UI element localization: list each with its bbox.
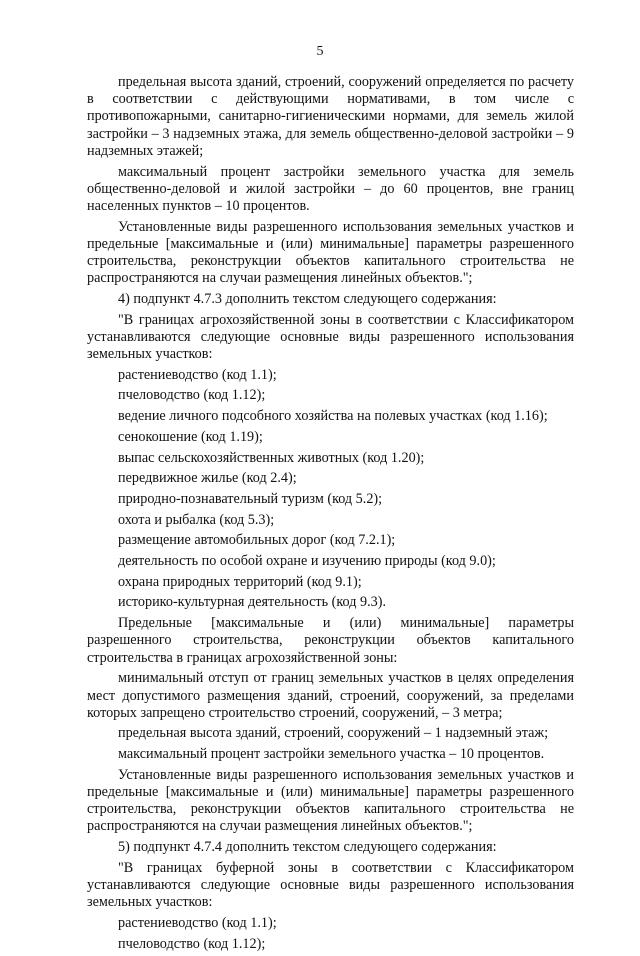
list-item: ведение личного подсобного хозяйства на полевых участках (код 1.16);: [118, 408, 548, 425]
paragraph-subclause-5: 5) подпункт 4.7.4 дополнить текстом следующего содержания:: [118, 839, 497, 856]
list-item: деятельность по особой охране и изучению природы (код 9.0);: [118, 553, 496, 570]
paragraph-agro-max-coverage: максимальный процент застройки земельного участка – 10 процентов.: [118, 746, 545, 763]
paragraph-agro-zone-params: Предельные [максимальные и (или) минимальные] параметры разрешенного строительства, реконструкции объектов капитального строительства в границах агрохозяйственной зоны:: [87, 615, 574, 666]
paragraph-established-uses: Установленные виды разрешенного использования земельных участков и предельные [максимальные и (или) минимальные] параметры разрешенного строительства, реконструкции объектов капитального строительства не распространяются на случаи размещения линейных объектов.";: [87, 218, 574, 287]
list-item: сенокошение (код 1.19);: [118, 428, 263, 445]
list-item: растениеводство (код 1.1);: [118, 914, 277, 931]
paragraph-max-height: предельная высота зданий, строений, сооружений определяется по расчету в соответствии с действующими нормативами, в том числе с противопожарными, санитарно-гигиеническими нормами, для земель жилой застройки – 3 надземных этажа, для земель общественно-деловой застройки – 9 надземных этажей;: [87, 74, 574, 159]
paragraph-max-coverage: максимальный процент застройки земельного участка для земель общественно-деловой и жилой застройки – до 60 процентов, вне границ населенных пунктов – 10 процентов.: [87, 163, 574, 214]
page-number: 5: [316, 44, 324, 59]
list-item: выпас сельскохозяйственных животных (код 1.20);: [118, 449, 425, 466]
paragraph-buffer-zone-intro: "В границах буферной зоны в соответствии с Классификатором устанавливаются следующие основные виды разрешенного использования земельных участков:: [87, 859, 574, 911]
list-item: передвижное жилье (код 2.4);: [118, 470, 297, 487]
paragraph-agro-zone-intro: "В границах агрохозяйственной зоны в соответствии с Классификатором устанавливаются следующие основные виды разрешенного использования земельных участков:: [87, 311, 574, 363]
paragraph-agro-max-height: предельная высота зданий, строений, сооружений – 1 надземный этаж;: [118, 725, 549, 742]
paragraph-established-uses-2: Установленные виды разрешенного использования земельных участков и предельные [максимальные и (или) минимальные] параметры разрешенного строительства, реконструкции объектов капитального строительства не распространяются на случаи размещения линейных объектов.";: [87, 766, 574, 835]
list-item: историко-культурная деятельность (код 9.3).: [118, 594, 387, 611]
list-item: природно-познавательный туризм (код 5.2);: [118, 490, 383, 507]
list-item: пчеловодство (код 1.12);: [118, 387, 266, 404]
list-item: размещение автомобильных дорог (код 7.2.1);: [118, 532, 396, 549]
list-item: пчеловодство (код 1.12);: [118, 935, 266, 952]
list-item: охота и рыбалка (код 5.3);: [118, 511, 275, 528]
list-item: растениеводство (код 1.1);: [118, 366, 277, 383]
document-body: [87, 74, 574, 956]
paragraph-min-setback: минимальный отступ от границ земельных участков в целях определения мест допустимого размещения зданий, строений, сооружений, за пределами которых запрещено строительство строений, сооружений, – 3 метра;: [87, 670, 574, 721]
paragraph-subclause-4: 4) подпункт 4.7.3 дополнить текстом следующего содержания:: [118, 290, 497, 307]
list-item: охрана природных территорий (код 9.1);: [118, 573, 362, 590]
